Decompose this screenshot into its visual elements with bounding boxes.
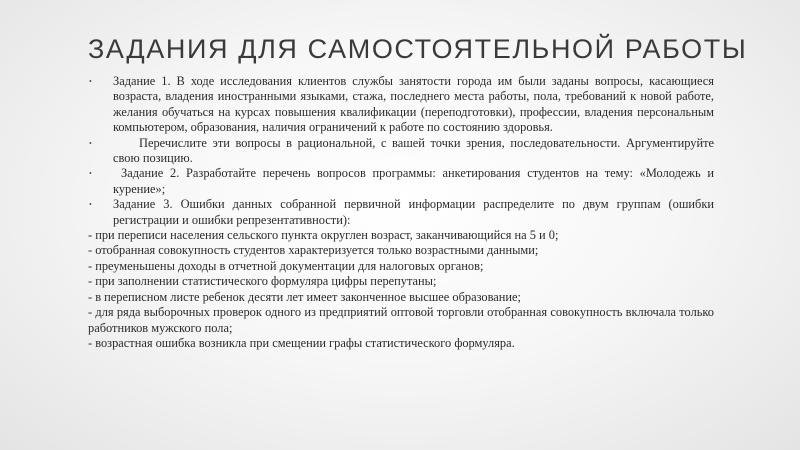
- bullet-text: Задание 1. В ходе исследования клиентов службы занятости города им были заданы вопросы, касающиеся возраста, владения иностранными языками, стажа, последнего места работы, пола, требований к новой работе, желания обучаться на курсах повышения квалификации (переподготовки), профессии, владения персональным компьютером, образования, наличия ограничений к работе по состоянию здоровья.: [113, 74, 714, 135]
- error-item: - при переписи населения сельского пункта округлен возраст, заканчивающийся на 5 и 0;: [88, 228, 559, 243]
- bullet-item-instruction: [88, 136, 714, 167]
- bullet-item-task-3: [88, 197, 714, 228]
- bullet-icon: •: [89, 169, 92, 179]
- bullet-icon: •: [89, 200, 92, 210]
- error-item: - преуменьшены доходы в отчетной документации для налоговых органов;: [88, 258, 484, 273]
- bullet-text: Задание 2. Разработайте перечень вопросов программы: анкетирования студентов на тему: «Молодежь и курение»;: [113, 166, 714, 196]
- error-item: - в переписном листе ребенок десяти лет имеет законченное высшее образование;: [88, 289, 521, 304]
- slide-content: [88, 74, 714, 351]
- bullet-text: Перечислите эти вопросы в рациональной, с вашей точки зрения, последовательности. Аргументируйте свою позицию.: [113, 135, 714, 166]
- error-item: - при заполнении статистического формуляра цифры перепутаны;: [88, 274, 437, 289]
- bullet-text: Задание 3. Ошибки данных собранной первичной информации распределите по двум группам (ошибки регистрации и ошибки репрезентативности):: [113, 197, 714, 227]
- error-item: - возрастная ошибка возникла при смещении графы статистического формуляра.: [88, 335, 515, 350]
- error-item: - отобранная совокупность студентов характеризуется только возрастными данными;: [88, 243, 539, 258]
- slide-title: ЗАДАНИЯ ДЛЯ САМОСТОЯТЕЛЬНОЙ РАБОТЫ: [88, 34, 748, 64]
- bullet-item-task-1: [88, 74, 714, 136]
- error-item: - для ряда выборочных проверок одного из предприятий оптовой торговли отобранная совокупность включала только работников мужского пола;: [88, 305, 714, 335]
- bullet-icon: •: [89, 138, 92, 148]
- bullet-item-task-2: [88, 166, 714, 197]
- bullet-icon: •: [89, 77, 92, 86]
